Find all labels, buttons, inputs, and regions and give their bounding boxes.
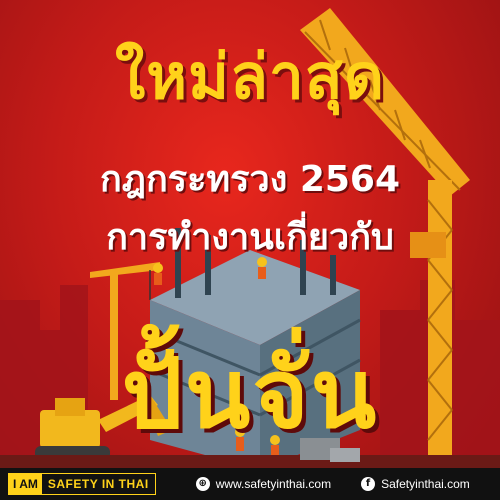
facebook-icon: f	[361, 477, 375, 491]
facebook-link[interactable]	[361, 477, 470, 491]
footer-bar	[0, 468, 500, 500]
facebook-text: Safetyinthai.com	[381, 477, 470, 491]
headline-crane: ปั้นจั่น	[121, 338, 379, 450]
headline-regulation: กฎกระทรวง 2564	[99, 159, 401, 200]
brand-logo-name: SAFETY IN THAI	[47, 477, 149, 491]
headline-subject: การทำงานเกี่ยวกับ	[106, 217, 394, 258]
brand-logo	[8, 473, 156, 495]
headline-latest: ใหม่ล่าสุด	[115, 40, 385, 113]
globe-icon: ⊕	[196, 477, 210, 491]
brand-logo-prefix: I AM	[9, 474, 42, 494]
website-link[interactable]	[196, 477, 331, 491]
website-text: www.safetyinthai.com	[215, 477, 332, 491]
